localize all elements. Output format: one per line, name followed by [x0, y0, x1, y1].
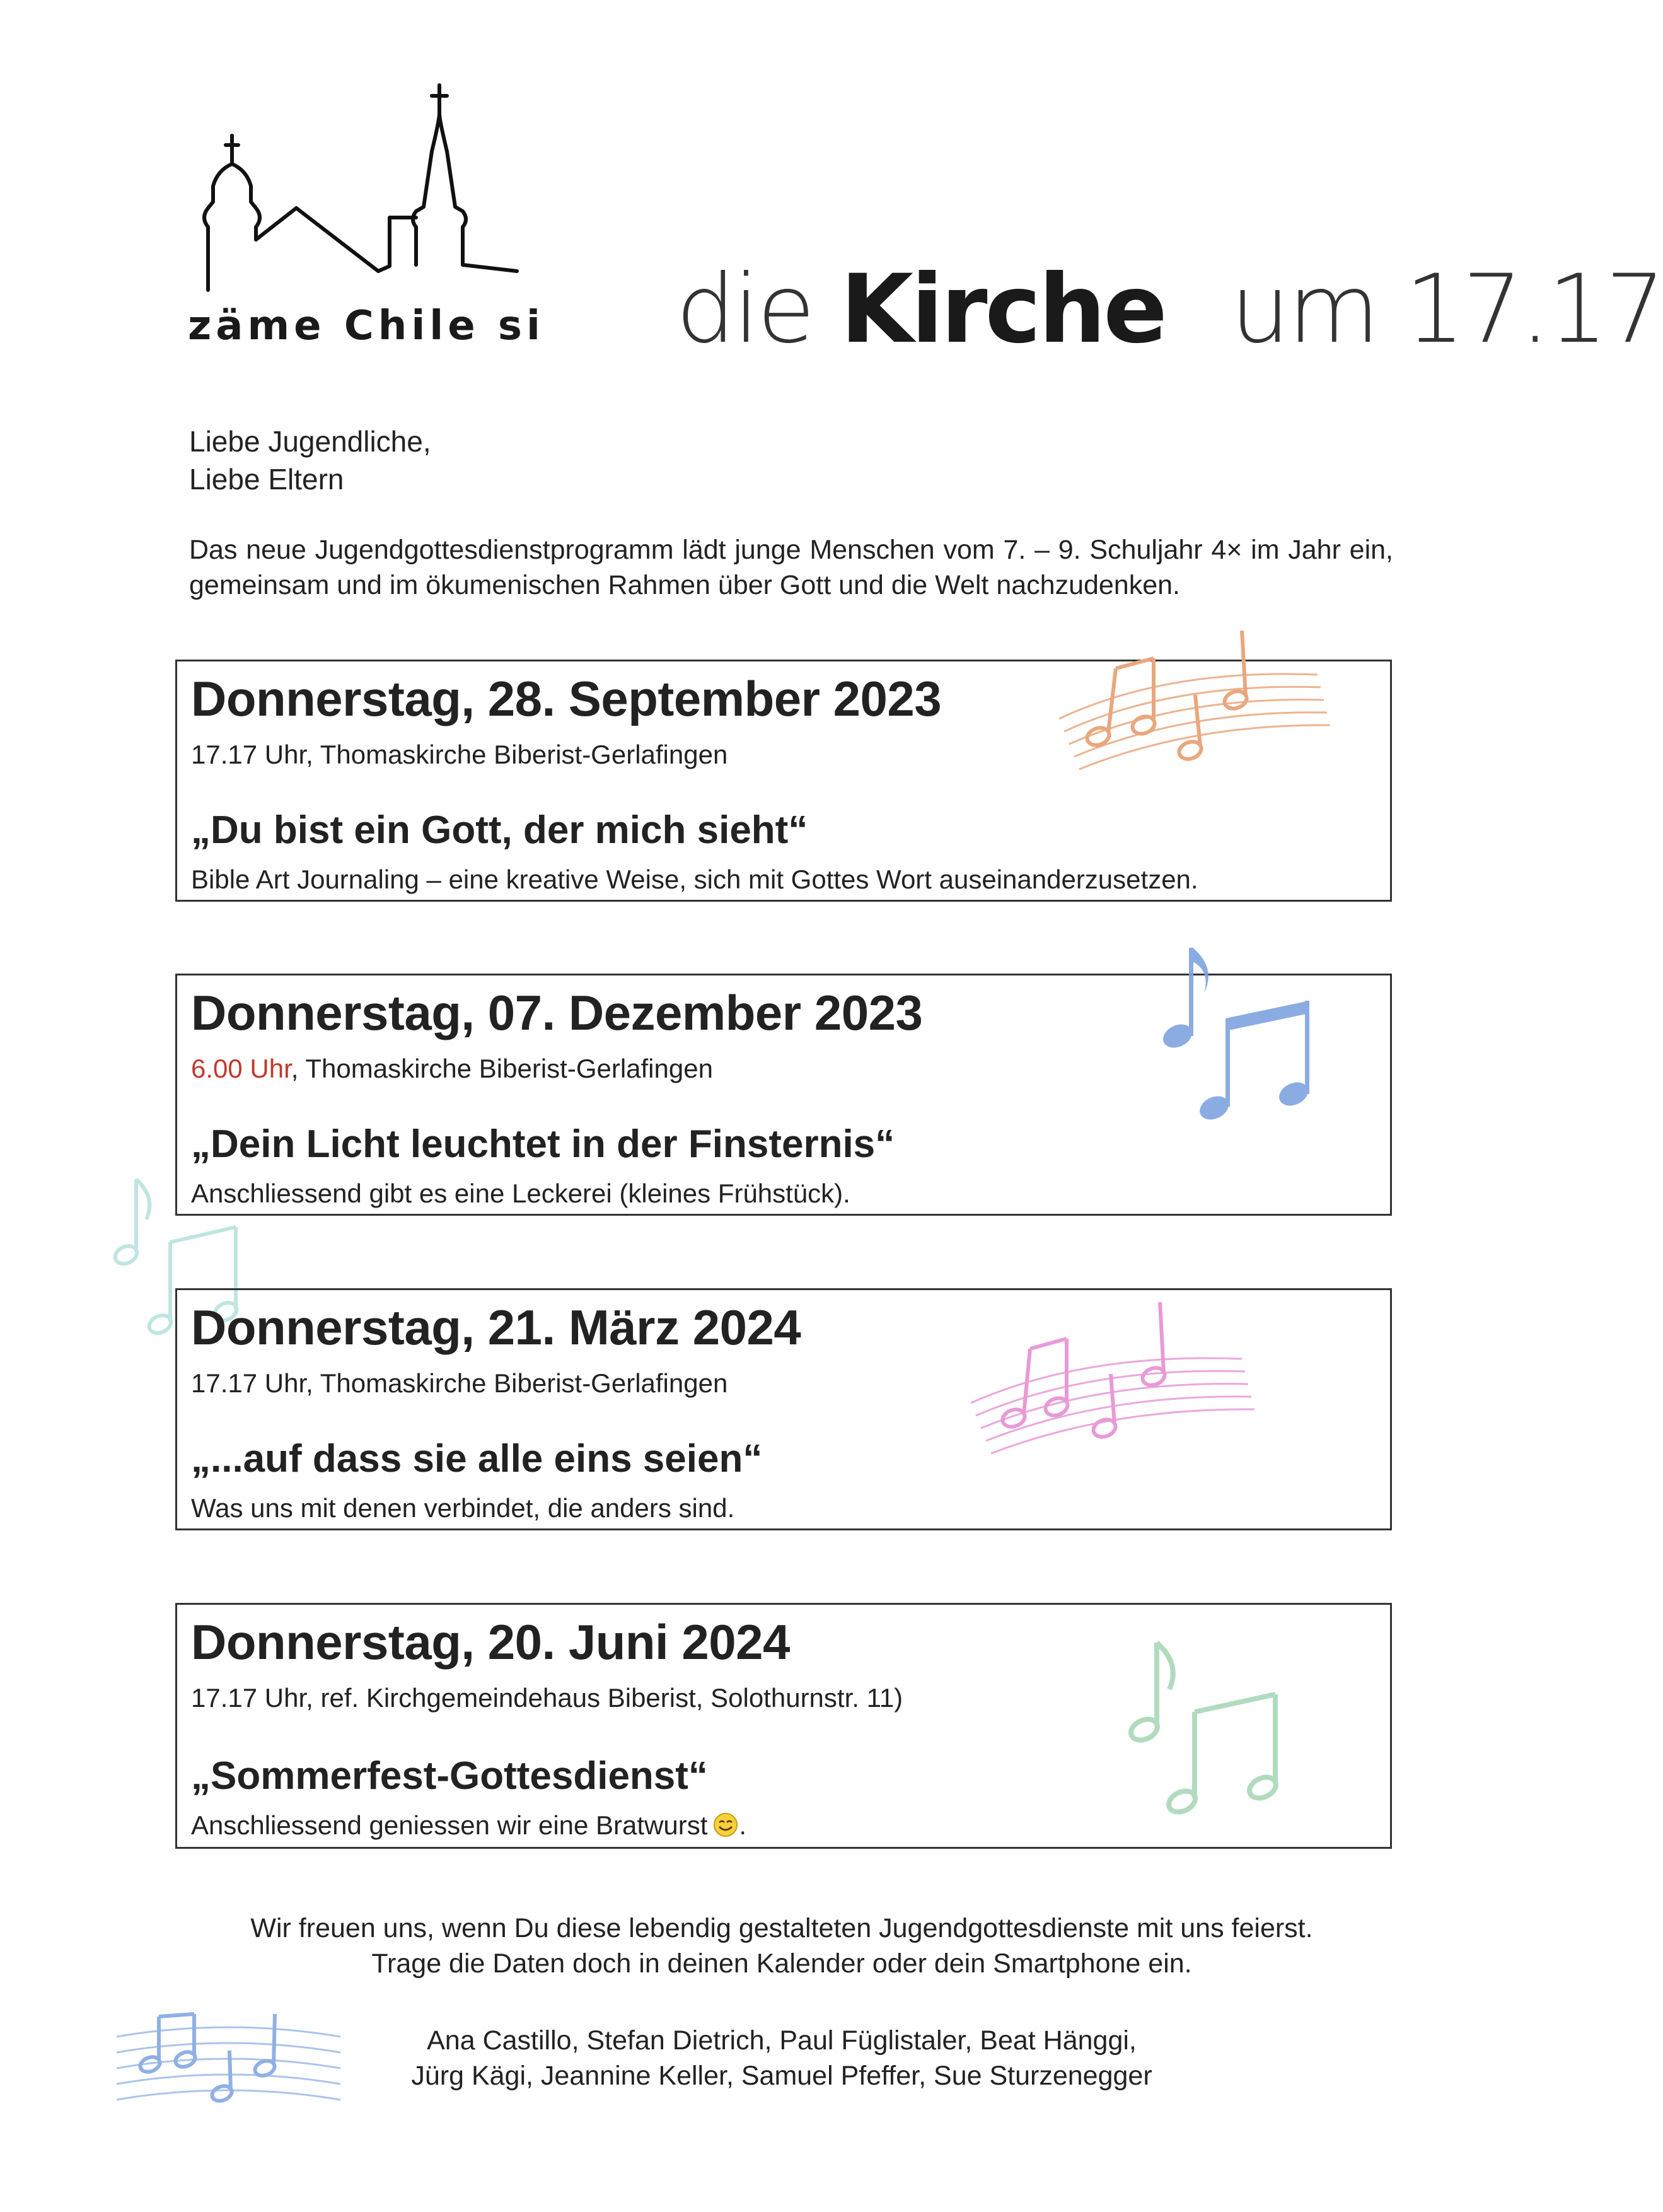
event-theme: „Dein Licht leuchtet in der Finsternis“ [191, 1122, 895, 1166]
music-notes-icon [1154, 943, 1318, 1126]
event-description-text: Anschliessend geniessen wir eine Bratwurst [191, 1810, 708, 1840]
event-time-location [191, 1368, 727, 1399]
event-time-location [191, 1054, 713, 1084]
event-date: Donnerstag, 21. März 2024 [191, 1300, 801, 1355]
logo-text: zäme Chile si [188, 303, 545, 349]
event-description-end: . [739, 1810, 747, 1840]
church-logo-icon [189, 82, 555, 296]
title-suffix: um 17.17 [1230, 255, 1663, 364]
greeting-line: Liebe Eltern [189, 463, 344, 496]
event-time: 17.17 Uhr [191, 740, 306, 769]
page-title [676, 255, 1663, 364]
greeting [189, 422, 431, 498]
event-theme: „...auf dass sie alle eins seien“ [191, 1437, 763, 1481]
team-line: Ana Castillo, Stefan Dietrich, Paul Füglistaler, Beat Hänggi, [427, 2025, 1137, 2056]
closing-line: Wir freuen uns, wenn Du diese lebendig gestalteten Jugendgottesdienste mit uns feierst. [250, 1913, 1313, 1943]
music-staff-icon [965, 1296, 1254, 1485]
event-description [191, 1810, 746, 1841]
event-time: 6.00 Uhr [191, 1054, 291, 1083]
event-location: , Thomaskirche Biberist-Gerlafingen [306, 740, 728, 769]
team-names [151, 2023, 1412, 2093]
event-description: Bible Art Journaling – eine kreative Weise, sich mit Gottes Wort auseinanderzusetzen. [191, 864, 1198, 894]
title-prefix: die [676, 255, 813, 364]
event-time: 17.17 Uhr [191, 1683, 306, 1713]
smiley-icon [712, 1812, 739, 1838]
event-description: Was uns mit denen verbindet, die anders sind. [191, 1493, 735, 1523]
closing-line: Trage die Daten doch in deinen Kalender oder dein Smartphone ein. [371, 1948, 1192, 1979]
closing-text [151, 1911, 1412, 1981]
event-location: , Thomaskirche Biberist-Gerlafingen [291, 1054, 713, 1083]
event-theme: „Du bist ein Gott, der mich sieht“ [191, 808, 808, 852]
event-time-location [191, 740, 727, 770]
team-line: Jürg Kägi, Jeannine Keller, Samuel Pfeffer, Sue Sturzenegger [411, 2061, 1152, 2091]
event-description: Anschliessend gibt es eine Leckerei (kleines Frühstück). [191, 1179, 850, 1208]
intro-paragraph: Das neue Jugendgottesdienstprogramm lädt junge Menschen vom 7. – 9. Schuljahr 4× im Jahr ein, gemeinsam und im ökumenischen Rahmen über Gott und die Welt nachzudenken. [189, 535, 1393, 600]
event-date: Donnerstag, 07. Dezember 2023 [191, 985, 923, 1040]
event-time: 17.17 Uhr [191, 1368, 306, 1398]
event-date: Donnerstag, 28. September 2023 [191, 671, 942, 726]
greeting-line: Liebe Jugendliche, [189, 425, 431, 458]
event-theme: „Sommerfest-Gottesdienst“ [191, 1754, 708, 1798]
music-notes-icon [1119, 1636, 1289, 1819]
event-date: Donnerstag, 20. Juni 2024 [191, 1614, 790, 1670]
event-time-location [191, 1683, 903, 1713]
title-emphasis: Kirche [840, 255, 1165, 364]
event-location: , Thomaskirche Biberist-Gerlafingen [306, 1368, 728, 1398]
music-staff-icon [1053, 624, 1330, 813]
event-location: , ref. Kirchgemeindehaus Biberist, Solothurnstr. 11) [306, 1683, 903, 1713]
